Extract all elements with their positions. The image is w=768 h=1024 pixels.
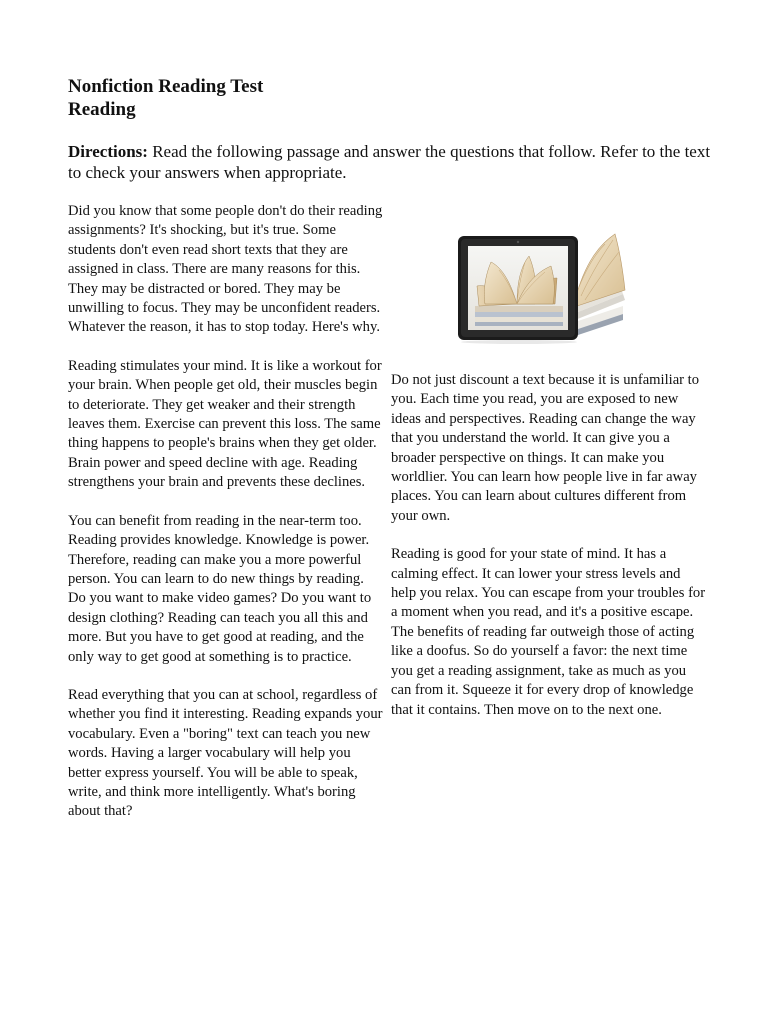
directions — [68, 141, 713, 183]
passage-paragraph-1: Did you know that some people don't do their reading assignments? It's shocking, but it's true. Some students don't even read short texts that they are assigned in class. There are many reasons for this. They may be distracted or bored. They may be unwilling to focus. They may be unconfident readers. Whatever the reason, it has to stop today. Here's why. — [68, 203, 383, 336]
passage-paragraph-2: Reading stimulates your mind. It is like a workout for your brain. When people get old, their muscles begin to deteriorate. They get weaker and their strength leaves them. Exercise can prevent this loss. The same thing happens to people's brains when they get older. Brain power and speed decline with age. Reading strengthens your brain and prevents these declines. — [68, 357, 382, 491]
title-line-2: Reading — [68, 99, 136, 120]
passage-paragraph-3: You can benefit from reading in the near-term too. Reading provides knowledge. Knowledge is power. Therefore, reading can make you a more powerful person. You can learn to do new things by reading. Do you want to make video games? Do you want to design clothing? Reading can teach you all this and more. But you have to get good at reading, and the only way to get good at something is to practice. — [68, 512, 372, 665]
passage-paragraph-4: Read everything that you can at school, regardless of whether you find it interesting. Reading expands your vocabulary. Even a "boring" text can teach you new words. Having a larger vocabulary will help you better express yourself. You will be able to speak, write, and think more intelligently. What's boring about that? — [68, 686, 383, 820]
passage-right-column — [391, 371, 707, 739]
passage-paragraph-5: Do not just discount a text because it is unfamiliar to you. Each time you read, you are exposed to new ideas and perspectives. Reading can change the way that you understand the world. It can give you a broader perspective on things. It can make you worldlier. You can learn how people live in far away places. You can learn about cultures different from your own. — [391, 372, 700, 524]
passage-paragraph-6: Reading is good for your state of mind. It has a calming effect. It can lower your stress levels and help you relax. You can escape from your troubles for a moment when you read, and it's a positive escape. The benefits of reading far outweigh those of acting like a doofus. So do yourself a favor: the next time you get a reading assignment, take as much as you can from it. Squeeze it for every drop of knowledge that it contains. Then move on to the next one. — [391, 546, 706, 718]
directions-text: Read the following passage and answer the questions that follow. Refer to the text to check your answers when appropriate. — [68, 142, 711, 182]
tablet-with-books-icon — [455, 222, 633, 344]
directions-label: Directions: — [68, 142, 148, 161]
tablet-with-books-image — [455, 222, 633, 344]
page-title — [68, 75, 263, 121]
passage-left-column — [68, 202, 383, 841]
title-line-1: Nonfiction Reading Test — [68, 76, 264, 97]
